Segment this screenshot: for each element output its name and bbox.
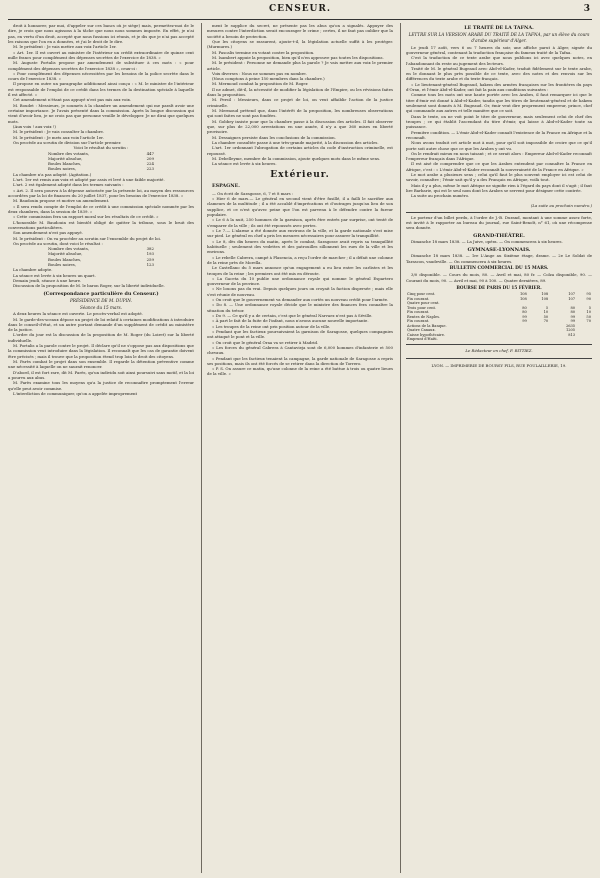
col1-paragraphs-4 bbox=[8, 311, 194, 396]
theatre-1-text: Dimanche 18 mars 1838. — La Juive, opéra. — On commencera à six heures. bbox=[411, 239, 563, 245]
paragraph: — On écrit de Saragosse, 6, 7 et 8 mars : bbox=[212, 190, 294, 196]
espagne-title: ESPAGNE. bbox=[212, 183, 240, 190]
vote1-title: Voici le résultat du scrutin : bbox=[73, 145, 129, 151]
paragraph: M. Persil : Messieurs, dans ce projet de loi, on veut affaiblir l'action de la justice criminelle. bbox=[207, 97, 393, 108]
col3-paragraphs bbox=[406, 45, 592, 199]
traite-heading: LE TRAITÉ DE LA TAFNA. bbox=[464, 25, 534, 31]
bourse-value bbox=[549, 337, 576, 342]
bourse-value bbox=[528, 337, 549, 342]
bourse-value: 80 bbox=[570, 305, 576, 310]
vote-value: 123 bbox=[146, 262, 154, 268]
paragraph: Demain jeudi, séance à une heure. bbox=[13, 278, 82, 283]
paragraph: « Le 6 à la nuit, 250 hommes de la garnison, après être entrés par surprise, ont tenté de s'emparer de la ville ; ils ont été repoussés avec pertes. bbox=[207, 217, 393, 228]
paragraph: L'ordre du jour est la discussion de la proposition de M. Roger (du Loiret) sur la liberté individuelle. bbox=[8, 332, 194, 343]
correspondance-heading: (Correspondance particulière du Censeur.) bbox=[43, 290, 159, 297]
col2-paragraphs-2 bbox=[207, 191, 393, 377]
vote1-after: La chambre n'a pas adopté. (Agitation.) bbox=[13, 171, 92, 177]
paragraph: Son amendement n'est pas appuyé. bbox=[13, 230, 83, 236]
paragraph: Comme tous les mots ont une haute portée avec les Arabes, il faut remarquer ici que le titre d'émir est donné à Abd-el-Kader, tandis que les titres de lieutenant-général et de hakem seulement sont donnés à M. Bugeaud. Or, émir veut dire proprement empereur, prince, chef qui commande aux autres et telle manière que ce soit. bbox=[406, 92, 592, 114]
lost-bill-notice: Le porteur d'un billet perdu, à l'ordre de J.-B. Durand, montant à une somme assez forte, est invité à le rapporter au bureau du journal, rue Saint-Benoît, n° 61, où une récompense sera donnée. bbox=[406, 214, 592, 231]
paragraph: M. Gobbey insiste pour que la chambre passe à la discussion des articles. Il fait observer que, sur plus de 22,000 arrestations en une année, il n'y a que 360 mises en liberté provisoire. bbox=[207, 118, 393, 135]
suite-note: (La suite au prochain numéro.) bbox=[530, 202, 592, 208]
paragraph: M. Mermoud combat la proposition de M. Roger. bbox=[212, 81, 309, 87]
bourse-value: 107 bbox=[568, 296, 576, 301]
bourse-value: 1205 bbox=[565, 328, 576, 333]
vote-value: 209 bbox=[146, 155, 154, 161]
paragraph: « Ne louons pas du vrai. Depuis quelques jours on croyait la faction dispersée ; mais elle s'est réunie de nouveau. bbox=[207, 286, 393, 297]
paragraph: « Le lieutenant-général Bugeaud, hakem des armées françaises sur les frontières du pays d'Oran, et l'émir Abd-el-Kader, ont fait la paix aux conditions suivantes : bbox=[406, 81, 592, 93]
paragraph: M. le président : Je vais mettre aux voix l'article 1er. bbox=[13, 44, 117, 50]
bourse-label: Actions de la Banque. bbox=[407, 323, 447, 328]
theatre-2-heading: GYMNASE-LYONNAIS. bbox=[467, 246, 531, 253]
paragraph: Mais il y a plus, même le mot Afrique ne signifie rien à l'égard du pays dont il s'agit ; il faut lire Barbarie, qui est le seul nom dont les Arabes se servent pour désigner cette contrée. bbox=[406, 182, 592, 194]
bourse-value: 107 bbox=[568, 292, 576, 297]
paragraph: M. Dessaignes persiste dans les conclusions de la commission. bbox=[212, 134, 336, 140]
paragraph: L'art. 1er est remis aux voix et adopté par assis et levé à une faible majorité. bbox=[13, 177, 165, 183]
paragraph: « Art. 2. Il sera pourvu à la dépense autorisée par la présente loi, au moyen des ressources accordées par la loi de finances du 20 juillet 1837, pour les besoins de l'exercice 1838. » bbox=[8, 187, 194, 198]
vote-value: 259 bbox=[146, 256, 154, 262]
bourse-value: 99 bbox=[570, 319, 576, 324]
theatre-1-heading: GRAND-THÉÂTRE. bbox=[473, 232, 525, 239]
redacteur-line: Le Rédacteur en chef, F. RITTIEZ. bbox=[465, 348, 533, 354]
traite-subheading: LETTRE SUR LA VERSION ARABE DU TRAITÉ DE LA TAFNA, par un élève du cours d'arabe supérieur d'Alger. bbox=[408, 32, 590, 43]
bourse-value: 108 bbox=[541, 296, 549, 301]
bourse-value: 5 bbox=[588, 305, 591, 310]
paragraph: M. le président : Personne ne demande plus la parole ? Je vais mettre aux voix le premier article. bbox=[207, 60, 393, 71]
paragraph: La séance est levée à six heures. bbox=[212, 161, 277, 167]
newspaper-title: CENSEUR. bbox=[268, 4, 332, 14]
vote-label: Majorité absolue, bbox=[48, 251, 83, 257]
paragraph: C'est la traduction de ce texte arabe que nous publions ici avec quelques notes, en l'abandonnant du reste au jugement des lecteurs. bbox=[406, 55, 592, 66]
bulletin-text: 3/0 disponible. — Cours du mois, 80. — Avril et mai, 80 fr. — Colza disponible, 90. — Courant du mois, 90. — Avril et mai, 90 à 100. — Quatre dernières, 89. bbox=[406, 272, 592, 283]
divider bbox=[406, 212, 592, 213]
paragraph: « Do 9. — Ce qu'il y a de certain, c'est que le général Narvaez n'est pas à Séville. bbox=[212, 313, 373, 319]
paragraph: M. Mermoud prétend que, dans l'intérêt de la proposition, les nombreuses observations qui sont faites ne sont pas fondées. bbox=[207, 108, 393, 119]
vote-label: Boules noires, bbox=[48, 262, 76, 268]
col1-paragraphs bbox=[8, 23, 194, 145]
bourse-row bbox=[406, 337, 592, 342]
paragraph: ment le supplice du secret, ne présente pas les abus qu'on a signalés. Appuyer des mesures contre l'interdiction serait encourager le crime ; certes, il ne faut pas oublier que la société a besoin de protection. bbox=[207, 23, 393, 39]
bulletin-heading: BULLETIN COMMERCIAL DU 15 MARS. bbox=[449, 265, 549, 271]
column-divider bbox=[201, 23, 202, 873]
paragraph: Le Castellano du 5 mars annonce qu'un engagement a eu lieu entre les carlistes et les troupes de la reine ; les premiers ont été mis en déroute. bbox=[207, 265, 393, 276]
vote1-table bbox=[8, 151, 194, 172]
paragraph: « Le rebelle Cabrera, campé à Plasencia, a reçu l'ordre de marcher ; il a défait une colonne de la reine près de Morella. bbox=[207, 254, 393, 265]
paragraph: M. Boudet : Messieurs, je soumets à la chambre un amendement qui me paraît avoir une certaine importance. Je l'avais présenté dans la commission. Après la longue discussion qui vient d'avoir lieu, je ne crois pas que personne veuille le développer. Je ne dirai que quelques mots. bbox=[8, 102, 194, 124]
paragraph: « Le 7.— L'alarme a été donnée aux environs de la ville, et la garde nationale s'est mise sur pied. Le général en chef a pris les mesures nécessaires pour assurer la tranquillité. bbox=[207, 228, 393, 239]
paragraph: Il propose en outre un paragraphe additionnel ainsi conçu : « M. le ministre de l'intérieur est responsable de l'emploi de ce crédit dans les termes de la destination spéciale à laquelle il est affecté. » bbox=[8, 81, 194, 98]
theatre-2-text: Dimanche 18 mars 1838. — 1re L'Ange au Sixième étage, drame. — 2e Le Soldat de Tarascon, vaudeville. — On commencera à six heures. bbox=[406, 253, 592, 264]
bourse-label: Fin courant. bbox=[407, 310, 430, 315]
bourse-value: 95 bbox=[586, 292, 591, 297]
paragraph: M. Auguste Portalis propose par amendement de substituer à ces mots : « pour complément des dépenses secrètes de l'exercice 1838 », ceux-ci : bbox=[8, 60, 194, 71]
paragraph: « La Gaceta du 10 publie une ordonnance royale qui nomme le général Espartero gouverneur de la province. bbox=[207, 275, 393, 287]
paragraph: Dans le texte, on ne voit point le titre de gouverneur, mais seulement celui de chef des troupes ; ce qui établit l'ascendant du titre d'émir, qui laisse à Abd-el-Kader toute sa puissance. bbox=[406, 113, 592, 130]
paragraph: La suite au prochain numéro. bbox=[411, 193, 470, 199]
paragraph: M. Debelleyme, membre de la commission, ajoute quelques mots dans le même sens. bbox=[212, 155, 381, 161]
vote2-after: La chambre adopte. bbox=[13, 267, 53, 273]
divider bbox=[406, 344, 592, 345]
col2-paragraphs bbox=[207, 23, 393, 166]
paragraph: A deux heures la séance est ouverte. Le procès-verbal est adopté. bbox=[13, 311, 143, 317]
bourse-value: 80 bbox=[522, 305, 527, 310]
paragraph: Cet amendement n'étant pas appuyé n'est pas mis aux voix. bbox=[13, 97, 131, 103]
bourse-value: 10 bbox=[586, 310, 591, 315]
bourse-value: 5 bbox=[545, 305, 549, 310]
vote-value: 193 bbox=[146, 251, 154, 257]
vote2-table bbox=[8, 246, 194, 267]
paragraph: « Pendant que les factieux tenaient la campagne, la garde nationale de Saragosse a repris ses positions, mais ils ont été forcés de se retirer dans la direction de Torrero. bbox=[207, 355, 393, 366]
paragraph: On procède au scrutin de division sur l'article premier. bbox=[13, 139, 122, 145]
paragraph: Discussion de la proposition de M. le baron Roger, sur la liberté individuelle. bbox=[13, 283, 165, 289]
bourse-value: 10 bbox=[543, 310, 549, 315]
seance-date: Séance du 15 mars. bbox=[79, 304, 122, 310]
paragraph: « Cette commission fera un rapport moral sur les résultats de ce crédit. » bbox=[13, 214, 159, 220]
bourse-value: 108 bbox=[519, 292, 527, 297]
paragraph: « Les forces du général Cabrera à Cantavieja sont de 6,000 hommes d'infanterie et 500 chevaux. bbox=[207, 344, 393, 356]
paragraph: M. Pascalis termine en votant contre la proposition. bbox=[212, 49, 315, 55]
bourse-value: 99 bbox=[522, 314, 527, 319]
bourse-value: 70 bbox=[543, 319, 549, 324]
page-number: 3 bbox=[583, 4, 590, 14]
bourse-value: 99 bbox=[570, 314, 576, 319]
paragraph: M. Parès examine tous les moyens qu'a la justice de reconnaître promptement l'erreur qu'elle peut avoir commise. bbox=[8, 380, 194, 391]
vote-label: Boules blanches, bbox=[48, 256, 82, 262]
bourse-label: Rentes de Naples. bbox=[407, 314, 441, 319]
paragraph: L'honorable M. Baudouin est bientôt obligé de quitter la tribune, sous le bruit des conversations particulières. bbox=[8, 219, 194, 230]
bourse-value: 813 bbox=[568, 332, 576, 337]
paragraph: « Do 8. — Une ordonnance royale décide que le ministre des finances fera connaître la situation du trésor. bbox=[207, 302, 393, 313]
paragraph: « On croit que le gouvernement va demander aux cortès un nouveau crédit pour l'armée. bbox=[212, 297, 389, 303]
paragraph: (Aux voix ! aux voix !) bbox=[13, 123, 56, 129]
column-divider bbox=[400, 23, 401, 873]
paragraph: M. Portalis a la parole contre le projet. Il déclare qu'il ne s'oppose pas aux dispositions que la commission veut introduire dans la législation. Il reconnaît que les cas de garantie doivent être précisés ; mais il trouve que la proposition étend trop loin le droit des citoyens. bbox=[8, 343, 194, 359]
bourse-value: 70 bbox=[586, 319, 591, 324]
divider bbox=[406, 358, 592, 359]
paragraph: L'art. 1er ordonnant l'abrogation de certains articles du code d'instruction criminelle, est repoussé. bbox=[207, 145, 393, 156]
paragraph: On le rendrait mieux en nous taisant ; et ce serait alors : Empereur Abd-el-Kader reconnaît l'empereur français dans l'Afrique. bbox=[406, 150, 592, 162]
paragraph: Il ne admet, dit-il, la nécessité de modifier la législation de l'Empire, ou les révisions faites dans la proposition. bbox=[207, 86, 393, 98]
bourse-value: 80 bbox=[522, 310, 527, 315]
vote-label: Nombre des votants, bbox=[48, 246, 90, 252]
paragraph: « On croit que le général Oraa va se retirer à Madrid. bbox=[212, 339, 319, 345]
paragraph: (Nous comptons à peine 150 membres dans la chambre.) bbox=[212, 76, 325, 82]
vote-label: Nombre des votants, bbox=[48, 150, 90, 156]
bourse-value: 108 bbox=[519, 296, 527, 301]
column-1 bbox=[8, 23, 194, 396]
paragraph: « Le 8, dès dix heures du matin, après le combat, Saragosse avait repris sa tranquillité habituelle ; seulement des vedettes et des patrouilles sillonnent les rues de la ville et les environs. bbox=[207, 238, 393, 255]
vote-label: Boules noires, bbox=[48, 166, 76, 172]
bourse-value: 90 bbox=[586, 296, 591, 301]
paragraph: M. Parès combat le projet dans son ensemble. Il regarde la détention préventive comme une nécessité à laquelle on ne saurait renoncer. bbox=[8, 359, 194, 370]
bourse-label: Cinq pour cent. bbox=[407, 292, 436, 297]
paragraph: « Hier 6 de mars.— Le général en second vient d'être fusillé, il a failli le sacrifier aux clameurs de la multitude ; il a été accablé d'imprécations et d'outrages jusqu'au lieu de son supplice, et ce n'est qu'avec peine que l'on est parvenu à le défendre contre la fureur populaire. bbox=[207, 196, 393, 218]
paragraph: « Il sera rendu compte de l'emploi de ce crédit à une commission spéciale nommée par les deux chambres, dans la session de 1839. » bbox=[8, 203, 194, 214]
bourse-heading: BOURSE DE PARIS DU 15 FÉVRIER. bbox=[456, 285, 542, 291]
bourse-value: 99 bbox=[522, 319, 527, 324]
paragraph: M. le président : Je mets aux voix l'article 1er. bbox=[13, 134, 104, 140]
bourse-label: Fin courant. bbox=[407, 319, 430, 324]
paragraph: « Art. 1er. Il est ouvert au ministre de l'intérieur un crédit extraordinaire de quinze cent mille francs pour complément des dépenses secrètes de l'exercice de 1838. » bbox=[8, 49, 194, 60]
paragraph: D'abord, il est fort rare, dit M. Parès, qu'un individu soit ainsi poursuivi sans motif, et la loi a pourvu aux abus. bbox=[8, 369, 194, 380]
bourse-label: Fin courant. bbox=[407, 296, 430, 301]
paragraph: L'art. 2 est également adopté dans les termes suivants : bbox=[13, 182, 124, 188]
paragraph: droit à honnorer, par moi, d'appeler sur ces bancs où je siège) mais, permettez-moi de le dire, je crois que nous agissons à la tâche que nous nous sommes imposée. En effet, je n'ai pas, en vertu d'un droit, accepté que nous fussions ici réunis, et je dis que je n'ai pas accepté les raisons que l'on en a données, et j'ai le droit de le dire. bbox=[8, 23, 194, 44]
paragraph: Le jeudi 17 août, vers 6 ou 7 heures du soir, une affiche parut à Alger, signée du gouverneur général, contenant la traduction française du fameux traité de la Tafna. bbox=[406, 44, 592, 55]
paragraph: « À part le fait de la fuite de l'infant, nous n'avons aucune nouvelle importante. bbox=[212, 318, 369, 324]
paragraph: « Les troupes de la reine ont pris position autour de la ville. bbox=[212, 323, 331, 329]
bourse-label: Emprunt d'Haïti. bbox=[407, 337, 438, 342]
col1-paragraphs-2 bbox=[8, 177, 194, 246]
paragraph: Voix diverses : Nous ne sommes pas en nombre. bbox=[212, 70, 307, 76]
exterieur-heading: Extérieur. bbox=[270, 170, 330, 181]
paragraph: M. Isambert appuie la proposition, bien qu'il n'en approuve pas toutes les dispositions. bbox=[212, 54, 384, 60]
paragraph: « Pour complément des dépenses nécessitées par les besoins de la police secrète dans le cours de l'exercice 1838. » bbox=[8, 70, 194, 82]
paragraph: M. le président : On va procéder au scrutin sur l'ensemble du projet de loi. bbox=[13, 235, 162, 241]
paragraph: Il est aisé de comprendre que ce que les Arabes entendent par connaître la France en Afrique, c'est : « L'émir Abd-el-Kader reconnaît la souveraineté de la France en Afrique. » bbox=[406, 161, 592, 172]
vote-value: 224 bbox=[146, 161, 154, 167]
paragraph: L'interdiction de communiquer, qu'on a appelée improprement bbox=[13, 390, 138, 396]
paragraph: « P. S. On assure ce matin, qu'une colonne de la reine a été battue à trois ou quatre lieues de la ville. » bbox=[207, 366, 393, 377]
bourse-value bbox=[576, 337, 592, 342]
bourse-value: 80 bbox=[570, 310, 576, 315]
bourse-label: Trois pour cent. bbox=[407, 305, 437, 310]
vote-value: 447 bbox=[146, 150, 154, 156]
paragraph: M. le président : Je vais consulter la chambre. bbox=[13, 129, 104, 135]
paragraph: On procède au scrutin, dont voici le résultat : bbox=[13, 240, 103, 246]
header-rule bbox=[8, 19, 592, 20]
paragraph: La chambre consultée passe à une très-grande majorité, à la discussion des articles. bbox=[212, 139, 379, 145]
vote-value: 223 bbox=[146, 166, 154, 172]
bourse-value bbox=[506, 337, 527, 342]
paragraph: M. Baudouin propose et motive un amendement. bbox=[13, 198, 110, 204]
paragraph: La séance est levée à six heures un quart. bbox=[13, 272, 96, 278]
paragraph: Le mot arabe a plusieurs sens ; celui qu'il faut le plus souvent employer ici est celui de savoir, connaître ; l'émir sait qu'il y a des Français en Afrique, voilà tout. bbox=[406, 172, 592, 183]
paragraph: M. le garde-des-sceaux dépose un projet de loi relatif à certaines modifications à introduire dans le conseil-d'état, et un autre portant demande d'un supplément de crédit au ministère de la justice. bbox=[8, 316, 194, 333]
bourse-label: Quatre pour cent. bbox=[407, 301, 440, 306]
masthead bbox=[0, 4, 600, 18]
paragraph: Traité de M. le général Bugeaud avec Abd-el-Kader, traduit fidèlement sur le texte arabe, en le donnant le plus près possible de ce texte, avec des notes et des renvois sur les différences du texte arabe et du texte français. bbox=[406, 65, 592, 82]
bourse-value: 108 bbox=[541, 292, 549, 297]
paragraph: Nous avons traduit cet article mot à mot, pour qu'il soit impossible de croire que ce qu'il porte soit autre chose que ce que les Arabes y ont vu. bbox=[406, 140, 592, 151]
bourse-label: Caisse hypothécaire. bbox=[407, 332, 445, 337]
vote-label: Majorité absolue, bbox=[48, 155, 83, 161]
bourse-value: 50 bbox=[586, 314, 591, 319]
paragraph: « Pendant que les factieux poursuivaient la garnison de Saragosse, quelques compagnies ont attaqué le pont et la ville. bbox=[207, 328, 393, 340]
paragraph: Première condition. — L'émir Abd-el-Kader connaît l'existence de la France en Afrique et la reconnaît. bbox=[406, 129, 593, 140]
presidence-line: PRÉSIDENCE DE M. DUPIN. bbox=[69, 298, 132, 304]
vote-label: Boules blanches, bbox=[48, 161, 82, 167]
paragraph: Que les citoyens se rassurent, ajoute-t-il, la législation actuelle suffit à les protéger. (Murmures.) bbox=[207, 38, 393, 50]
vote-value: 382 bbox=[146, 246, 154, 252]
bourse-table bbox=[406, 292, 592, 342]
column-2 bbox=[207, 23, 393, 377]
column-3 bbox=[406, 23, 592, 372]
col1-paragraphs-3 bbox=[8, 273, 194, 289]
imprimerie-line: LYON. — IMPRIMERIE DE BOURSY FILS, RUE POULAILLERIE, 19. bbox=[431, 362, 567, 368]
bourse-label: Quatre Canaux. bbox=[407, 328, 436, 333]
bourse-value: 50 bbox=[543, 314, 549, 319]
bourse-value: 2635 bbox=[565, 323, 576, 328]
